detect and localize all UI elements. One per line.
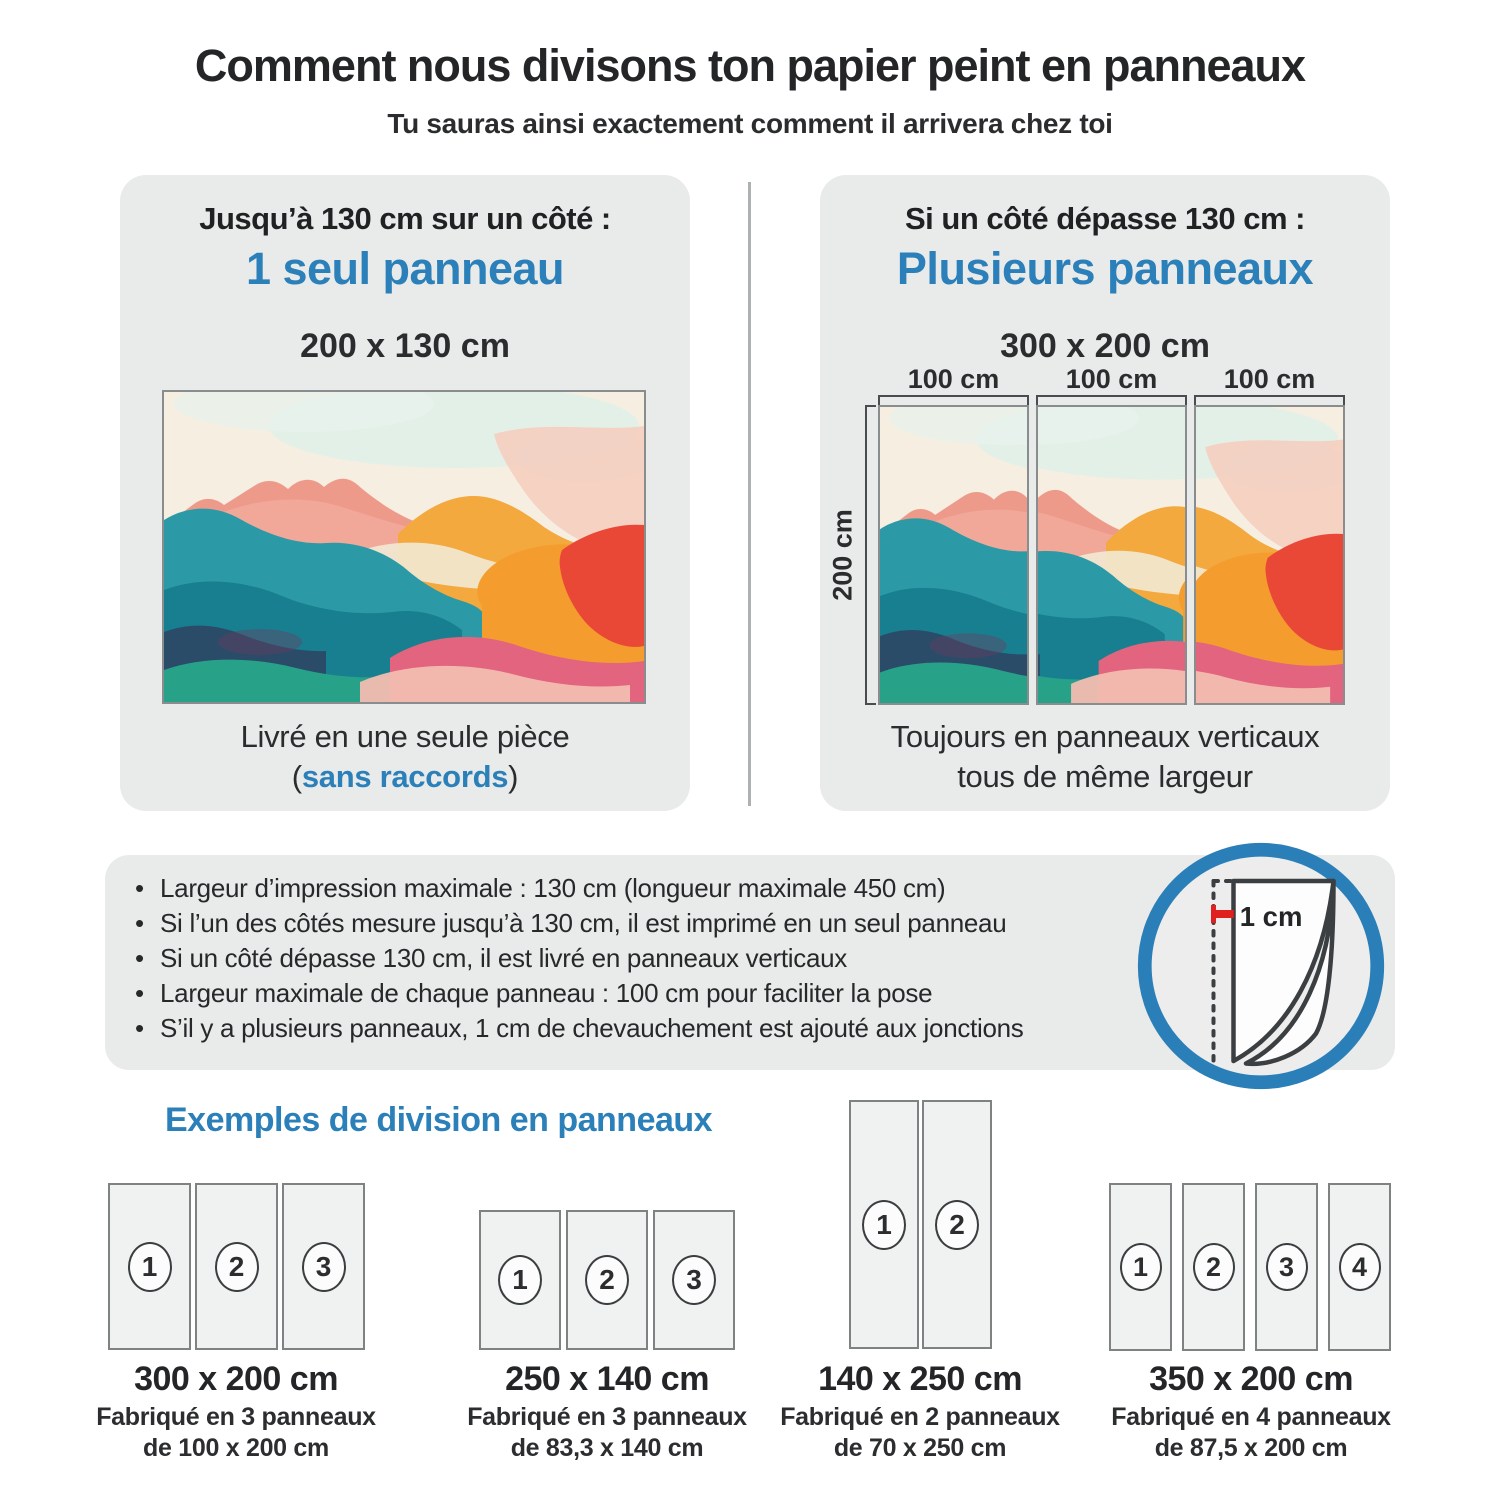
example-panel [1109,1183,1172,1351]
example-caption-line1: Fabriqué en 2 panneaux [780,1403,1060,1431]
page-subtitle: Tu sauras ainsi exactement comment il arrivera chez toi [387,108,1113,139]
panel-number-badge: 2 [215,1242,259,1292]
example-panel [1182,1183,1245,1351]
panel-number-badge: 2 [935,1200,979,1250]
single-panel-caption-line2 [120,759,690,795]
multi-panel-card [820,175,1390,811]
example-panel [653,1210,735,1350]
example-caption [1081,1402,1421,1464]
wallpaper-art-slice-1 [880,407,1027,703]
example-caption [66,1402,406,1464]
example-panel [849,1100,919,1349]
wallpaper-art-slice-2 [1038,407,1185,703]
example-panels-350x200 [1109,1183,1391,1351]
multi-panel-caption-line1: Toujours en panneaux verticaux [890,719,1320,754]
height-label: 200 cm [827,509,858,601]
rule-item: • Largeur maximale de chaque panneau : 100 cm pour faciliter la pose [133,976,1023,1011]
example-caption [750,1402,1090,1464]
panel-number-badge: 3 [672,1255,716,1305]
panel-number-badge: 3 [1266,1243,1308,1291]
rule-item: • Si un côté dépasse 130 cm, il est livré en panneaux verticaux [133,941,1023,976]
rules-list [133,871,1023,1046]
width-bracket-3 [1194,393,1345,405]
example-size-label: 300 x 200 cm [134,1360,338,1398]
no-seams-highlight: sans raccords [301,759,509,794]
wallpaper-panel-1 [878,405,1029,705]
panel-number-badge: 1 [498,1255,542,1305]
cards-divider [748,182,751,806]
width-bracket-1 [878,393,1029,405]
example-panel [566,1210,648,1350]
width-label-3: 100 cm [1223,364,1316,394]
panel-number-badge: 2 [1193,1243,1235,1291]
multi-panel-condition: Si un côté dépasse 130 cm : [904,201,1305,236]
width-bracket-2 [1036,393,1187,405]
example-caption-line1: Fabriqué en 4 panneaux [1111,1403,1391,1431]
page-title: Comment nous divisons ton papier peint en panneaux [194,40,1306,91]
multi-panel-size: 300 x 200 cm [1000,327,1210,365]
example-caption [437,1402,777,1464]
example-caption-line2: de 87,5 x 200 cm [1154,1434,1348,1462]
paren-open: ( [291,759,302,794]
example-caption-line2: de 83,3 x 140 cm [510,1434,704,1462]
example-caption-line2: de 70 x 250 cm [833,1434,1007,1462]
example-panel [195,1183,278,1350]
example-panel [922,1100,992,1349]
panel-number-badge: 1 [1120,1243,1162,1291]
single-panel-caption-line1: Livré en une seule pièce [240,719,570,754]
example-size-label: 140 x 250 cm [818,1360,1022,1398]
example-panel [479,1210,561,1350]
example-size-label: 250 x 140 cm [505,1360,709,1398]
examples-title: Exemples de division en panneaux [165,1101,713,1139]
wallpaper-preview-single [162,390,646,704]
rule-item: • Largeur d’impression maximale : 130 cm (longueur maximale 450 cm) [133,871,1023,906]
width-label-2: 100 cm [1065,364,1158,394]
panel-number-badge: 2 [585,1255,629,1305]
example-caption-line1: Fabriqué en 3 panneaux [467,1403,747,1431]
multi-panel-caption-line2: tous de même largeur [957,759,1253,794]
wallpaper-art [164,392,644,702]
example-panel [1255,1183,1318,1351]
example-panel [282,1183,365,1350]
panel-number-badge: 1 [128,1242,172,1292]
panel-number-badge: 3 [302,1242,346,1292]
width-label-1: 100 cm [907,364,1000,394]
example-size-label: 350 x 200 cm [1149,1360,1353,1398]
rule-item: • S’il y a plusieurs panneaux, 1 cm de chevauchement est ajouté aux jonctions [133,1011,1023,1046]
example-caption-line1: Fabriqué en 3 panneaux [96,1403,376,1431]
example-caption-line2: de 100 x 200 cm [143,1434,329,1462]
example-panels-140x250 [849,1100,992,1349]
example-panels-250x140 [479,1210,735,1350]
panel-number-badge: 4 [1339,1243,1381,1291]
single-panel-condition: Jusqu’à 130 cm sur un côté : [199,201,611,236]
example-panel [1328,1183,1391,1351]
page-curl-icon [1136,841,1386,1091]
paren-close: ) [508,759,519,794]
overlap-detail-badge [1136,841,1386,1091]
example-panels-300x200 [108,1183,365,1350]
rule-item: • Si l’un des côtés mesure jusqu’à 130 cm, il est imprimé en un seul panneau [133,906,1023,941]
multi-panel-result: Plusieurs panneaux [896,243,1314,294]
example-panel [108,1183,191,1350]
panel-number-badge: 1 [862,1200,906,1250]
height-label-wrap [803,405,883,705]
single-panel-result: 1 seul panneau [245,243,565,294]
overlap-measure-label: 1 cm [1239,901,1303,932]
wallpaper-panel-3 [1194,405,1345,705]
single-panel-size: 200 x 130 cm [300,327,510,365]
single-panel-card [120,175,690,811]
wallpaper-art-slice-3 [1196,407,1343,703]
wallpaper-panel-2 [1036,405,1187,705]
